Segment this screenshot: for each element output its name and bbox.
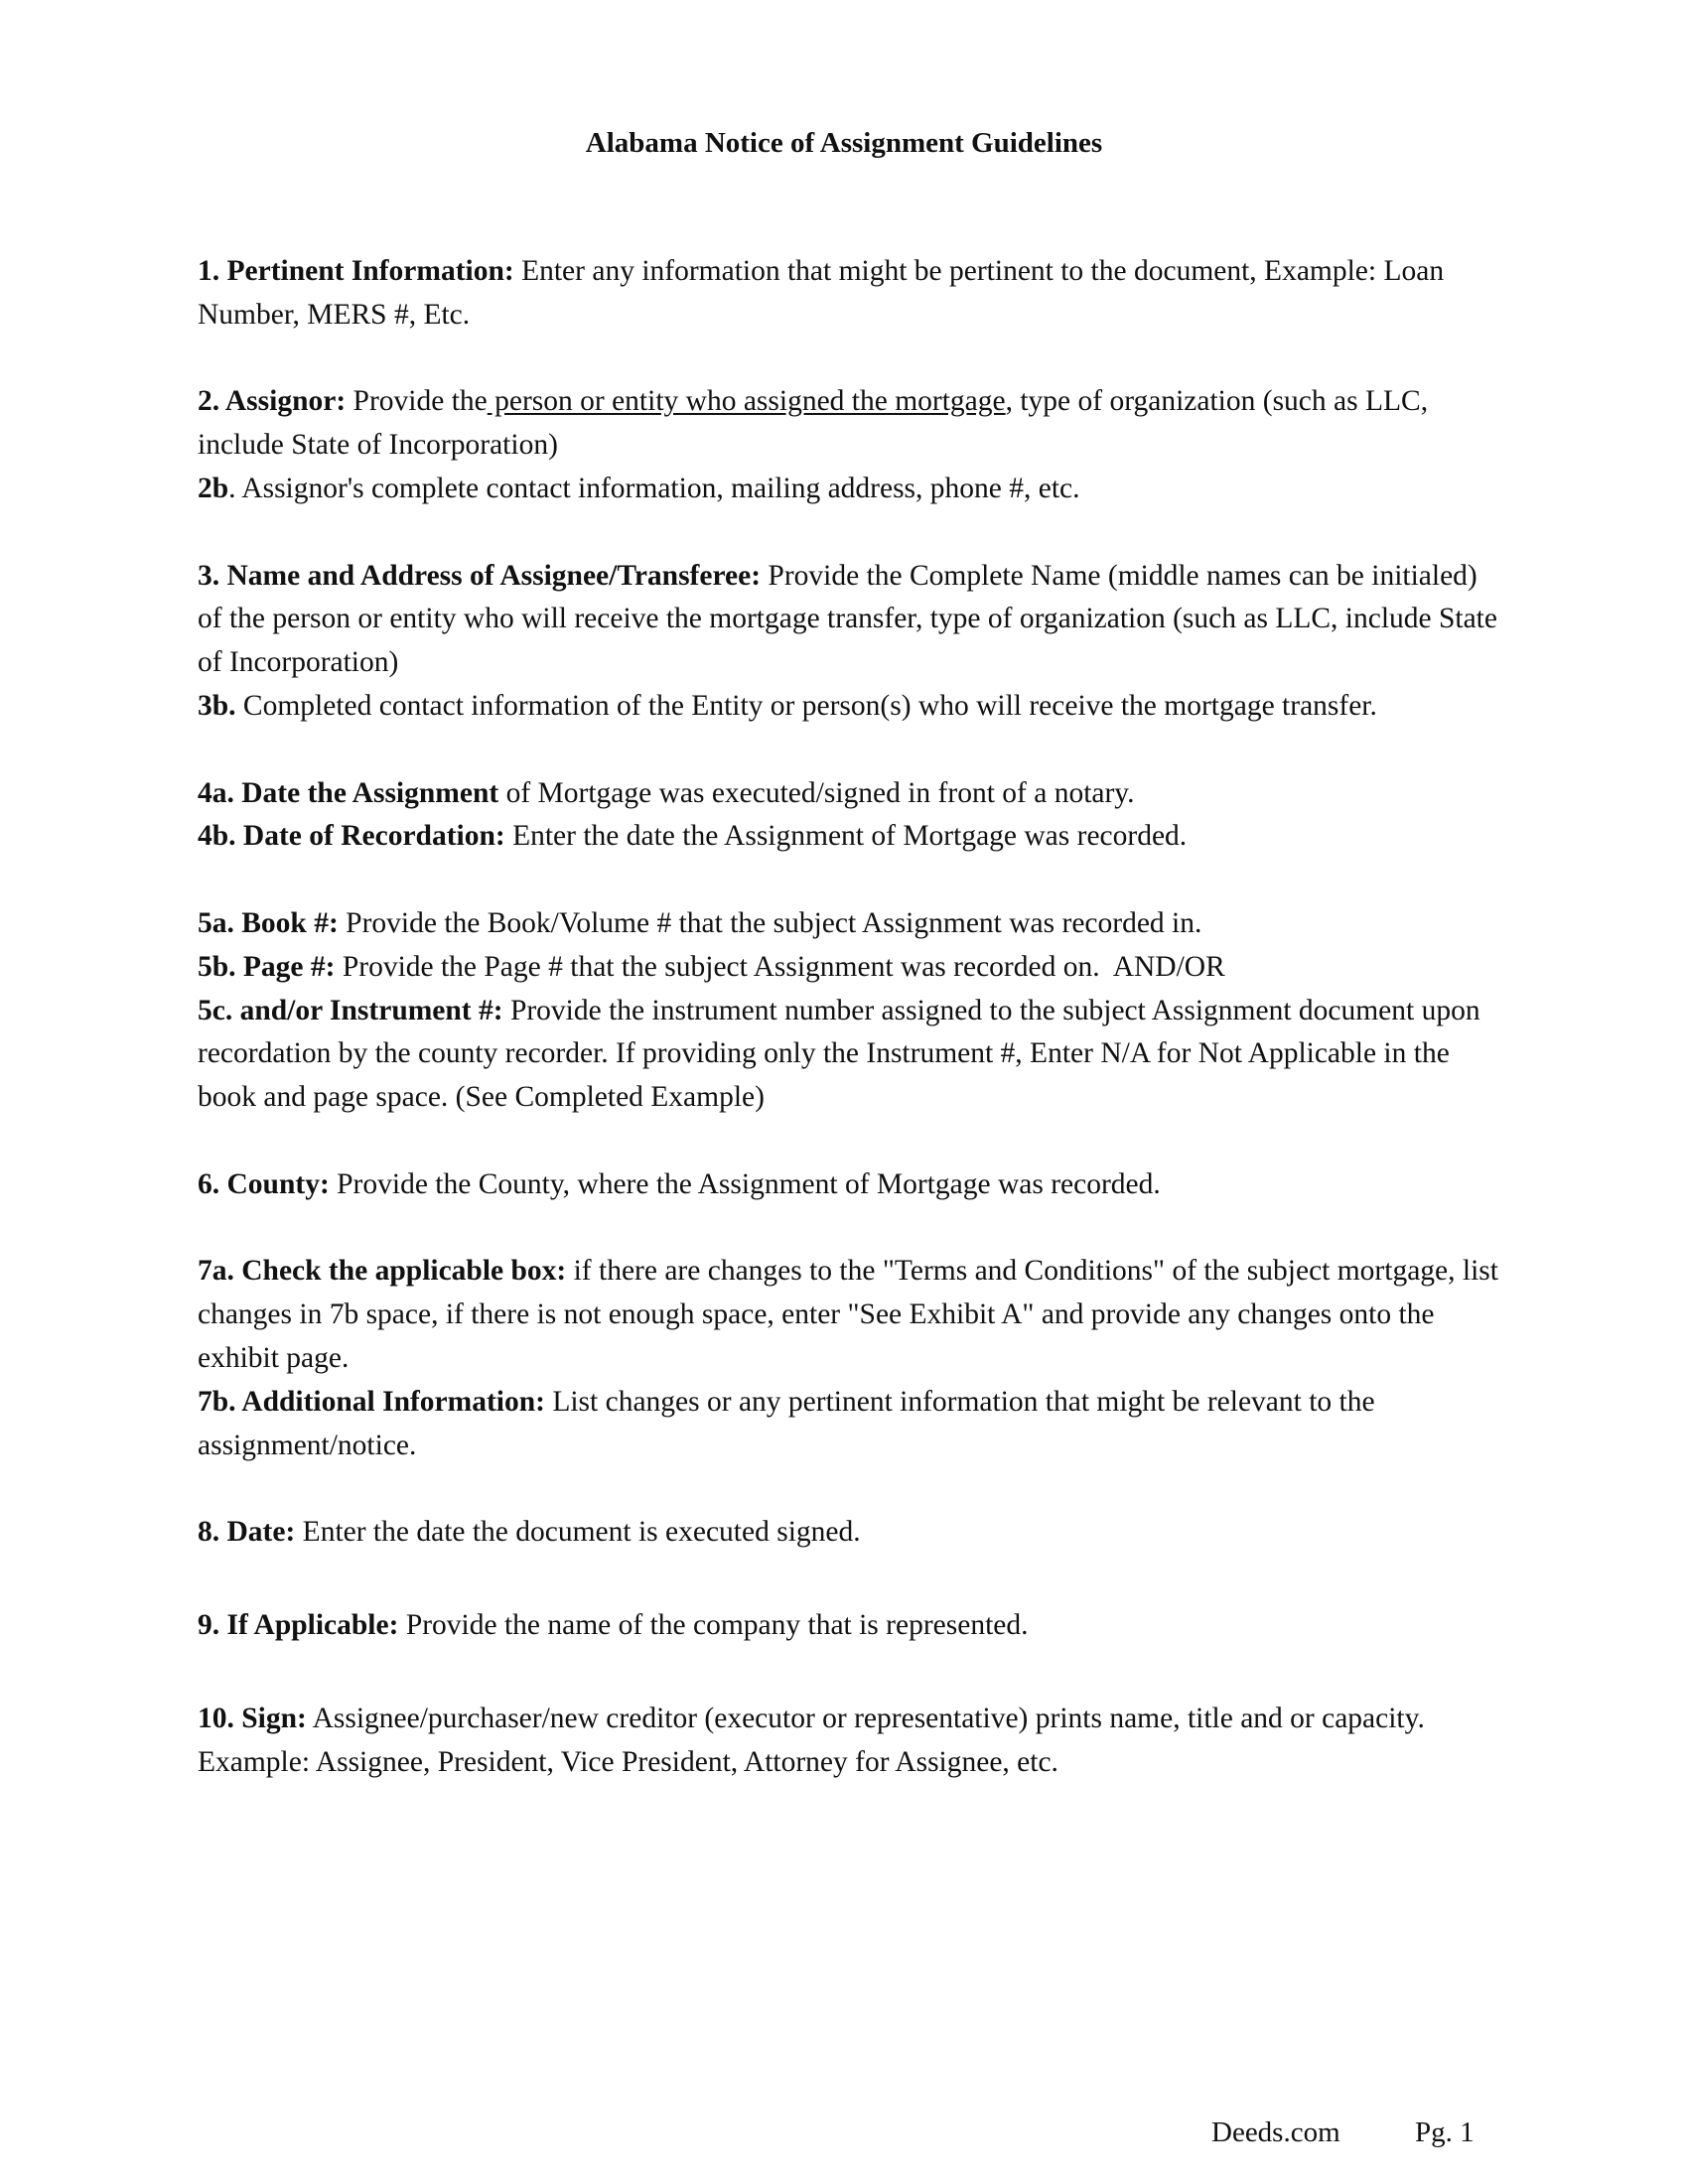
- section-2b-line: [198, 468, 1498, 511]
- section-7a-line: [198, 1250, 1498, 1380]
- section-label: 5b. Page #:: [198, 950, 336, 983]
- section-1: [198, 250, 1498, 338]
- section-label: 7b. Additional Information:: [198, 1385, 545, 1418]
- section-4a-line: [198, 772, 1498, 816]
- section-text: Provide the name of the company that is represented.: [398, 1608, 1029, 1641]
- footer-page-number: Pg. 1: [1415, 2116, 1475, 2148]
- underlined-text: person or entity who assigned the mortgage: [487, 385, 1006, 418]
- section-text: Assignee/purchaser/new creditor (executor or representative) prints name, title and or capacity. Example: Assignee, President, Vice President, Attorney for Assignee, etc.: [198, 1702, 1425, 1778]
- section-label: 6. County:: [198, 1167, 330, 1200]
- section-7b-line: [198, 1381, 1498, 1468]
- section-text: Enter the date the Assignment of Mortgage was recorded.: [504, 820, 1188, 853]
- section-text: Completed contact information of the Entity or person(s) who will receive the mortgage transfer.: [235, 689, 1377, 722]
- section-label: 8. Date:: [198, 1516, 296, 1549]
- section-text: List changes or any pertinent information that might be relevant to the assignment/notice.: [198, 1385, 1375, 1461]
- document-title: Alabama Notice of Assignment Guidelines: [585, 127, 1103, 159]
- section-text: , type of organization (such as LLC, include State of Incorporation): [198, 385, 1429, 462]
- footer-site-name: Deeds.com: [1211, 2116, 1340, 2148]
- section-label: 4a. Date the Assignment: [198, 776, 499, 809]
- section-2: [198, 380, 1498, 510]
- section-label: 4b. Date of Recordation:: [198, 820, 505, 853]
- section-label: 7a. Check the applicable box:: [198, 1255, 567, 1288]
- section-label: 2b: [198, 472, 229, 504]
- section-text: if there are changes to the "Terms and Conditions" of the subject mortgage, list changes in 7b space, if there is not enough space, enter "See Exhibit A" and provide any changes onto the exhibit page.: [198, 1255, 1498, 1374]
- section-5c-line: [198, 990, 1498, 1120]
- section-label: 10. Sign:: [198, 1702, 307, 1734]
- section-8: [198, 1511, 1498, 1555]
- section-5: [198, 902, 1498, 1120]
- section-label: 3. Name and Address of Assignee/Transferee:: [198, 559, 762, 592]
- section-label: 5c. and/or Instrument #:: [198, 994, 503, 1026]
- guidelines-body: [198, 250, 1498, 1828]
- section-6: [198, 1163, 1498, 1207]
- section-3-line: [198, 555, 1498, 685]
- section-text: Provide the: [346, 385, 488, 418]
- section-2-line: [198, 380, 1498, 468]
- section-label: 9. If Applicable:: [198, 1608, 399, 1641]
- section-text: Provide the instrument number assigned to the subject Assignment document upon recordation by the county recorder. If providing only the Instrument #, Enter N/A for Not Applicable in the book and page space. (See Completed Example): [198, 994, 1480, 1114]
- section-text: Provide the Page # that the subject Assignment was recorded on. AND/OR: [335, 950, 1225, 983]
- section-4: [198, 772, 1498, 860]
- section-5b-line: [198, 946, 1498, 990]
- section-label: 3b.: [198, 689, 236, 722]
- section-4b-line: [198, 815, 1498, 859]
- section-text: . Assignor's complete contact information, mailing address, phone #, etc.: [228, 472, 1080, 504]
- section-10: [198, 1698, 1498, 1785]
- section-label: 2. Assignor:: [198, 385, 347, 418]
- section-label: 1. Pertinent Information:: [198, 255, 514, 287]
- section-text: Enter the date the document is executed signed.: [295, 1516, 861, 1549]
- section-text: of Mortgage was executed/signed in front of a notary.: [498, 776, 1135, 809]
- section-5a-line: [198, 902, 1498, 946]
- section-text: Provide the Book/Volume # that the subject Assignment was recorded in.: [338, 906, 1202, 939]
- section-7: [198, 1250, 1498, 1467]
- section-text: Enter any information that might be pertinent to the document, Example: Loan Number, MERS #, Etc.: [198, 255, 1445, 331]
- section-label: 5a. Book #:: [198, 906, 339, 939]
- section-text: Provide the County, where the Assignment of Mortgage was recorded.: [329, 1167, 1161, 1200]
- section-text: Provide the Complete Name (middle names can be initialed) of the person or entity who will receive the mortgage transfer, type of organization (such as LLC, include State of Incorporation): [198, 559, 1497, 679]
- section-3: [198, 555, 1498, 729]
- section-9: [198, 1604, 1498, 1648]
- section-3b-line: [198, 685, 1498, 729]
